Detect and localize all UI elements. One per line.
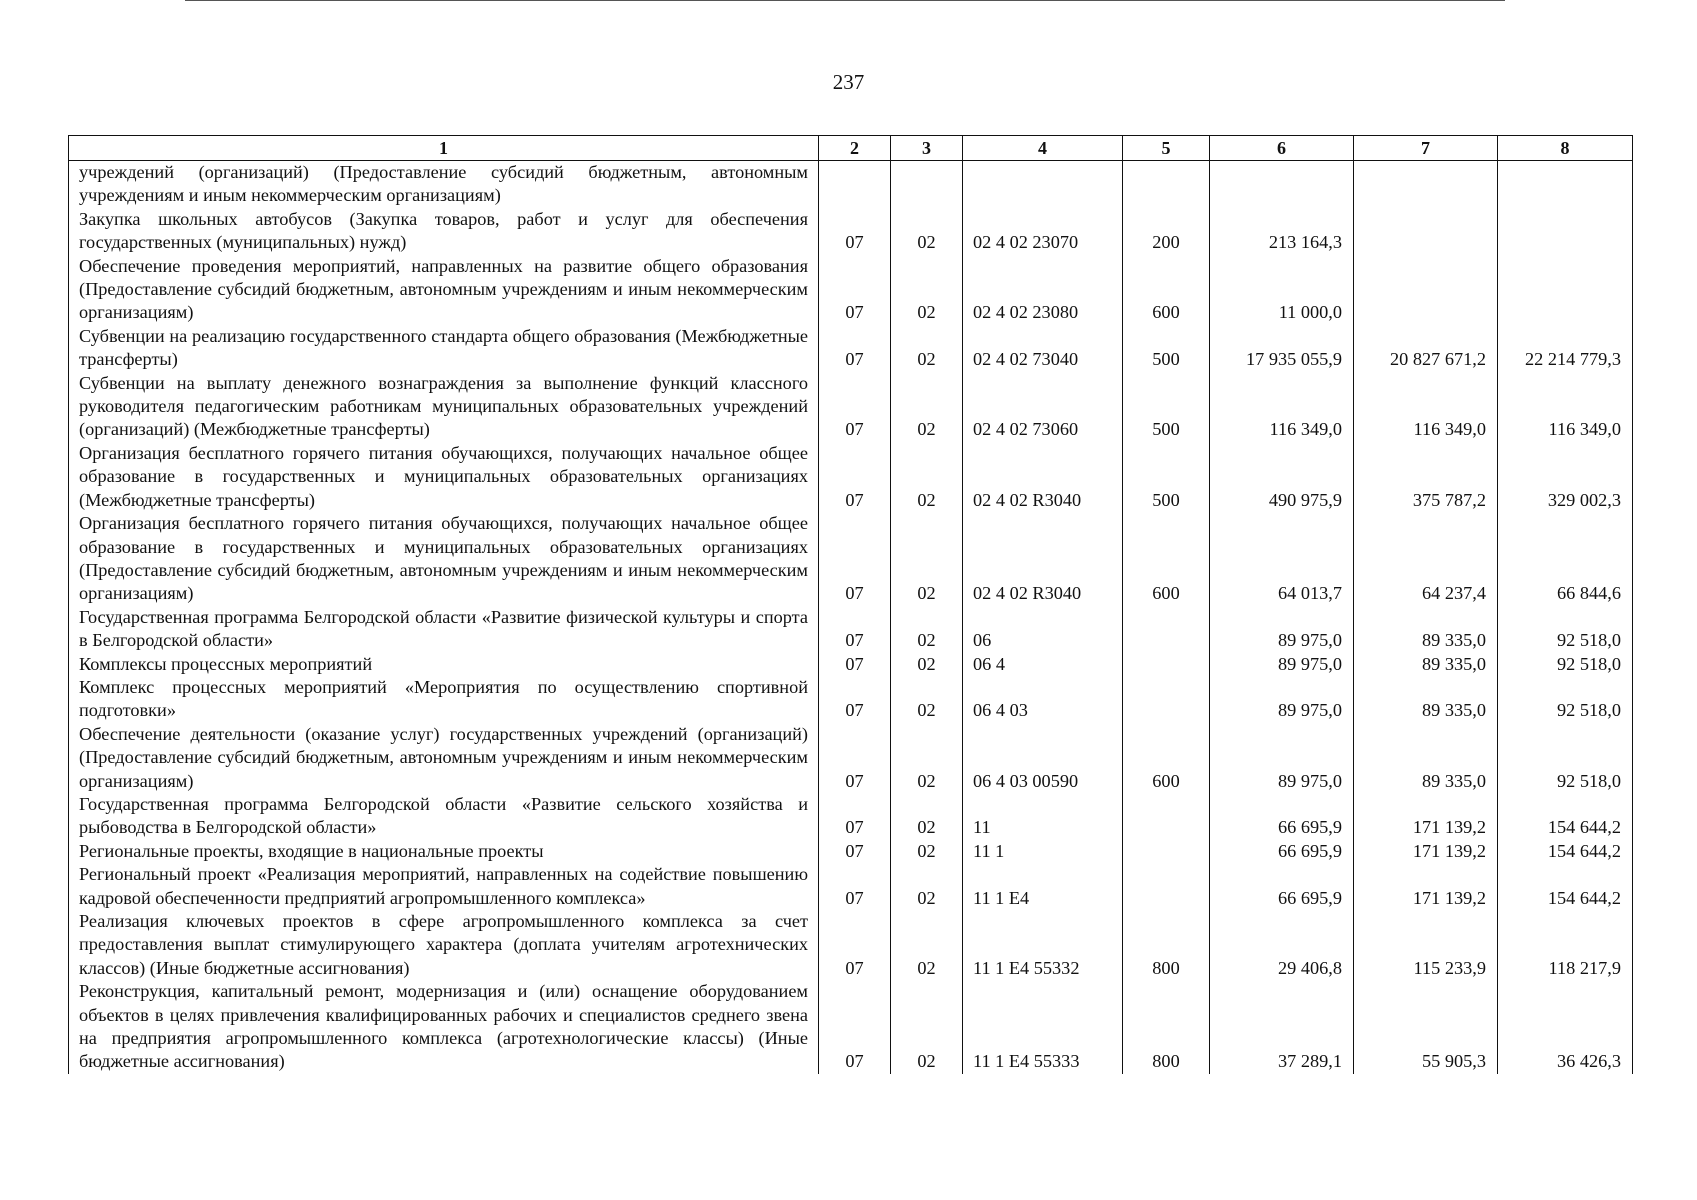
row-target-article: 11 1 E4 <box>963 863 1123 910</box>
row-subsection-code: 02 <box>891 863 963 910</box>
row-amount-col8: 116 349,0 <box>1498 372 1633 442</box>
row-name: Субвенции на выплату денежного вознаграждения за выполнение функций классного руководителя педагогическим работникам муниципальных образовательных учреждений (организаций) (Межбюджетные трансферты) <box>69 372 819 442</box>
row-amount-col6: 37 289,1 <box>1210 980 1354 1074</box>
table-row <box>69 161 1633 208</box>
row-amount-col6: 89 975,0 <box>1210 606 1354 653</box>
row-amount-col7: 116 349,0 <box>1354 372 1498 442</box>
budget-table <box>68 135 1633 1074</box>
row-amount-col6: 66 695,9 <box>1210 863 1354 910</box>
row-section-code: 07 <box>819 653 891 676</box>
row-amount-col6: 11 000,0 <box>1210 255 1354 325</box>
row-amount-col7: 115 233,9 <box>1354 910 1498 980</box>
row-amount-col8: 154 644,2 <box>1498 863 1633 910</box>
row-target-article: 02 4 02 R3040 <box>963 442 1123 512</box>
row-amount-col7: 171 139,2 <box>1354 793 1498 840</box>
table-row <box>69 372 1633 442</box>
row-amount-col8: 92 518,0 <box>1498 676 1633 723</box>
table-body <box>69 161 1633 1074</box>
row-amount-col7: 89 335,0 <box>1354 676 1498 723</box>
table-row <box>69 255 1633 325</box>
row-amount-col7 <box>1354 161 1498 208</box>
row-target-article: 02 4 02 73040 <box>963 325 1123 372</box>
row-subsection-code: 02 <box>891 208 963 255</box>
row-amount-col6: 66 695,9 <box>1210 840 1354 863</box>
row-target-article: 06 <box>963 606 1123 653</box>
row-amount-col8: 329 002,3 <box>1498 442 1633 512</box>
row-amount-col8 <box>1498 208 1633 255</box>
row-target-article: 02 4 02 R3040 <box>963 512 1123 606</box>
row-expense-type: 500 <box>1123 442 1210 512</box>
row-amount-col6: 17 935 055,9 <box>1210 325 1354 372</box>
table-row <box>69 910 1633 980</box>
row-expense-type <box>1123 606 1210 653</box>
row-section-code: 07 <box>819 980 891 1074</box>
row-amount-col7: 89 335,0 <box>1354 606 1498 653</box>
row-name: Реализация ключевых проектов в сфере агропромышленного комплекса за счет предоставления выплат стимулирующего характера (доплата учителям агротехнических классов) (Иные бюджетные ассигнования) <box>69 910 819 980</box>
row-amount-col6: 66 695,9 <box>1210 793 1354 840</box>
row-amount-col7: 171 139,2 <box>1354 840 1498 863</box>
row-amount-col8: 92 518,0 <box>1498 606 1633 653</box>
row-name: Реконструкция, капитальный ремонт, модернизация и (или) оснащение оборудованием объектов в целях привлечения квалифицированных рабочих и специалистов среднего звена на предприятия агропромышленного комплекса (агротехнологические классы) (Иные бюджетные ассигнования) <box>69 980 819 1074</box>
column-header-5: 5 <box>1123 136 1210 161</box>
row-section-code: 07 <box>819 255 891 325</box>
row-expense-type: 500 <box>1123 372 1210 442</box>
row-section-code: 07 <box>819 606 891 653</box>
row-amount-col8 <box>1498 161 1633 208</box>
row-amount-col8: 92 518,0 <box>1498 723 1633 793</box>
row-amount-col8: 92 518,0 <box>1498 653 1633 676</box>
row-section-code: 07 <box>819 325 891 372</box>
row-target-article: 11 1 E4 55333 <box>963 980 1123 1074</box>
table-row <box>69 653 1633 676</box>
column-number-row <box>69 136 1633 161</box>
row-section-code: 07 <box>819 676 891 723</box>
row-name: Государственная программа Белгородской области «Развитие физической культуры и спорта в Белгородской области» <box>69 606 819 653</box>
column-header-3: 3 <box>891 136 963 161</box>
row-subsection-code: 02 <box>891 840 963 863</box>
row-subsection-code: 02 <box>891 442 963 512</box>
row-name: Комплексы процессных мероприятий <box>69 653 819 676</box>
row-amount-col6: 29 406,8 <box>1210 910 1354 980</box>
top-rule <box>185 0 1505 1</box>
row-name: Обеспечение деятельности (оказание услуг) государственных учреждений (организаций) (Предоставление субсидий бюджетным, автономным учреждениям и иным некоммерческим организациям) <box>69 723 819 793</box>
row-name: Комплекс процессных мероприятий «Мероприятия по осуществлению спортивной подготовки» <box>69 676 819 723</box>
row-amount-col8: 22 214 779,3 <box>1498 325 1633 372</box>
row-subsection-code: 02 <box>891 723 963 793</box>
row-target-article <box>963 161 1123 208</box>
table-row <box>69 840 1633 863</box>
table-row <box>69 442 1633 512</box>
row-amount-col8: 118 217,9 <box>1498 910 1633 980</box>
row-name: Субвенции на реализацию государственного стандарта общего образования (Межбюджетные трансферты) <box>69 325 819 372</box>
row-expense-type: 600 <box>1123 255 1210 325</box>
row-subsection-code: 02 <box>891 255 963 325</box>
row-section-code: 07 <box>819 512 891 606</box>
row-section-code: 07 <box>819 442 891 512</box>
row-subsection-code: 02 <box>891 606 963 653</box>
row-expense-type: 200 <box>1123 208 1210 255</box>
row-amount-col6 <box>1210 161 1354 208</box>
row-expense-type <box>1123 653 1210 676</box>
row-target-article: 11 1 E4 55332 <box>963 910 1123 980</box>
row-name: Организация бесплатного горячего питания обучающихся, получающих начальное общее образование в государственных и муниципальных образовательных организациях (Межбюджетные трансферты) <box>69 442 819 512</box>
row-section-code: 07 <box>819 372 891 442</box>
table-row <box>69 793 1633 840</box>
row-name: Закупка школьных автобусов (Закупка товаров, работ и услуг для обеспечения государственных (муниципальных) нужд) <box>69 208 819 255</box>
row-name: учреждений (организаций) (Предоставление субсидий бюджетным, автономным учреждениям и иным некоммерческим организациям) <box>69 161 819 208</box>
row-target-article: 11 <box>963 793 1123 840</box>
row-expense-type: 600 <box>1123 512 1210 606</box>
row-amount-col6: 213 164,3 <box>1210 208 1354 255</box>
row-target-article: 06 4 03 00590 <box>963 723 1123 793</box>
row-amount-col8: 154 644,2 <box>1498 793 1633 840</box>
row-expense-type: 600 <box>1123 723 1210 793</box>
column-header-2: 2 <box>819 136 891 161</box>
table-row <box>69 208 1633 255</box>
row-subsection-code: 02 <box>891 910 963 980</box>
row-subsection-code: 02 <box>891 372 963 442</box>
row-subsection-code: 02 <box>891 653 963 676</box>
row-expense-type: 500 <box>1123 325 1210 372</box>
row-target-article: 02 4 02 23070 <box>963 208 1123 255</box>
row-amount-col7: 20 827 671,2 <box>1354 325 1498 372</box>
row-amount-col7: 55 905,3 <box>1354 980 1498 1074</box>
row-amount-col7: 64 237,4 <box>1354 512 1498 606</box>
row-amount-col8: 36 426,3 <box>1498 980 1633 1074</box>
row-section-code: 07 <box>819 793 891 840</box>
row-amount-col6: 89 975,0 <box>1210 723 1354 793</box>
row-expense-type: 800 <box>1123 980 1210 1074</box>
row-subsection-code: 02 <box>891 676 963 723</box>
row-section-code: 07 <box>819 863 891 910</box>
row-amount-col7: 89 335,0 <box>1354 653 1498 676</box>
row-amount-col7 <box>1354 208 1498 255</box>
row-amount-col7 <box>1354 255 1498 325</box>
column-header-6: 6 <box>1210 136 1354 161</box>
row-expense-type <box>1123 840 1210 863</box>
row-name: Организация бесплатного горячего питания обучающихся, получающих начальное общее образование в государственных и муниципальных образовательных организациях (Предоставление субсидий бюджетным, автономным учреждениям и иным некоммерческим организациям) <box>69 512 819 606</box>
row-target-article: 06 4 03 <box>963 676 1123 723</box>
column-header-8: 8 <box>1498 136 1633 161</box>
row-expense-type: 800 <box>1123 910 1210 980</box>
row-amount-col7: 89 335,0 <box>1354 723 1498 793</box>
table-row <box>69 676 1633 723</box>
row-expense-type <box>1123 863 1210 910</box>
row-expense-type <box>1123 161 1210 208</box>
row-section-code: 07 <box>819 723 891 793</box>
row-amount-col7: 375 787,2 <box>1354 442 1498 512</box>
row-name: Региональные проекты, входящие в национальные проекты <box>69 840 819 863</box>
row-section-code <box>819 161 891 208</box>
table-row <box>69 980 1633 1074</box>
column-header-4: 4 <box>963 136 1123 161</box>
row-amount-col6: 89 975,0 <box>1210 653 1354 676</box>
row-amount-col8: 154 644,2 <box>1498 840 1633 863</box>
row-target-article: 11 1 <box>963 840 1123 863</box>
table-row <box>69 512 1633 606</box>
row-name: Региональный проект «Реализация мероприятий, направленных на содействие повышению кадровой обеспеченности предприятий агропромышленного комплекса» <box>69 863 819 910</box>
row-subsection-code: 02 <box>891 512 963 606</box>
row-amount-col6: 64 013,7 <box>1210 512 1354 606</box>
row-section-code: 07 <box>819 910 891 980</box>
row-amount-col6: 116 349,0 <box>1210 372 1354 442</box>
column-header-1: 1 <box>69 136 819 161</box>
page-number: 237 <box>832 70 865 94</box>
table-row <box>69 723 1633 793</box>
row-subsection-code: 02 <box>891 980 963 1074</box>
row-subsection-code: 02 <box>891 325 963 372</box>
row-name: Государственная программа Белгородской области «Развитие сельского хозяйства и рыбоводства в Белгородской области» <box>69 793 819 840</box>
row-amount-col6: 89 975,0 <box>1210 676 1354 723</box>
row-amount-col7: 171 139,2 <box>1354 863 1498 910</box>
column-header-7: 7 <box>1354 136 1498 161</box>
row-amount-col8 <box>1498 255 1633 325</box>
row-expense-type <box>1123 793 1210 840</box>
row-section-code: 07 <box>819 840 891 863</box>
row-subsection-code <box>891 161 963 208</box>
table-row <box>69 863 1633 910</box>
row-name: Обеспечение проведения мероприятий, направленных на развитие общего образования (Предоставление субсидий бюджетным, автономным учреждениям и иным некоммерческим организациям) <box>69 255 819 325</box>
row-amount-col6: 490 975,9 <box>1210 442 1354 512</box>
row-subsection-code: 02 <box>891 793 963 840</box>
table-row <box>69 606 1633 653</box>
row-amount-col8: 66 844,6 <box>1498 512 1633 606</box>
row-section-code: 07 <box>819 208 891 255</box>
table-row <box>69 325 1633 372</box>
row-target-article: 02 4 02 73060 <box>963 372 1123 442</box>
row-expense-type <box>1123 676 1210 723</box>
row-target-article: 02 4 02 23080 <box>963 255 1123 325</box>
row-target-article: 06 4 <box>963 653 1123 676</box>
